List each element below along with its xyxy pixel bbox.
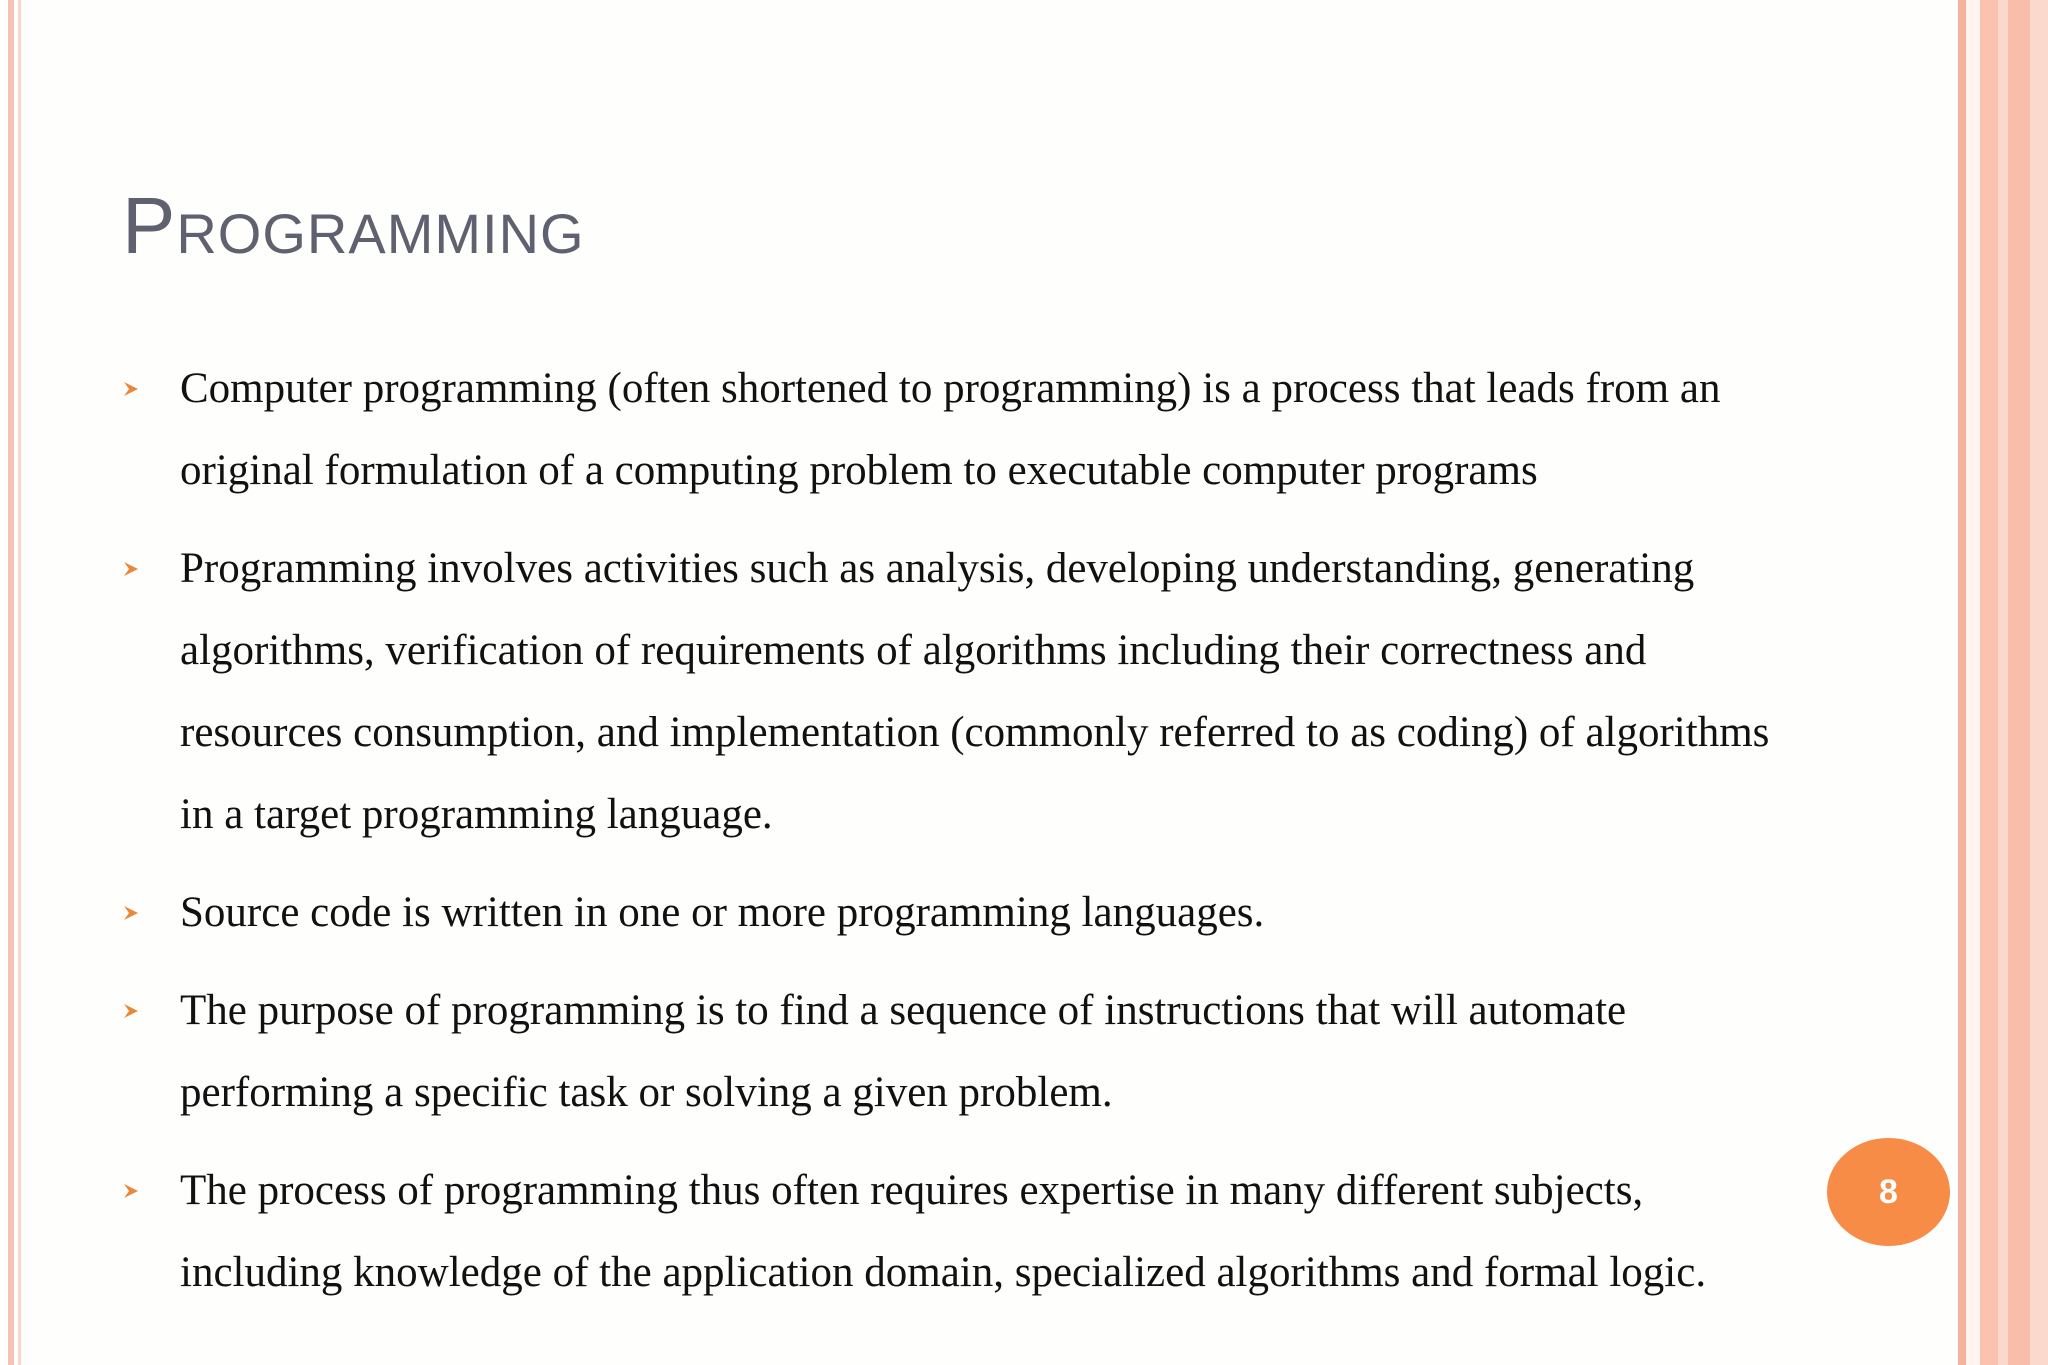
bullet-text: The purpose of programming is to find a sequence of instructions that will automate performing a specific task or solving a given problem. — [180, 987, 1627, 1116]
arrow-bullet-icon — [122, 872, 152, 954]
bullet-text: The process of programming thus often requires expertise in many different subjects, including knowledge of the application domain, specialized algorithms and formal logic. — [180, 1167, 1707, 1296]
slide-title: Programming — [122, 181, 585, 270]
arrow-bullet-icon — [122, 1150, 152, 1232]
right-stripe — [1958, 0, 1966, 1365]
right-decorative-band — [1958, 0, 2048, 1365]
right-stripe — [2008, 0, 2030, 1365]
arrow-bullet-icon — [122, 348, 152, 430]
right-stripe — [2030, 0, 2048, 1365]
bullet-text: Source code is written in one or more programming languages. — [180, 889, 1265, 936]
right-stripe — [1966, 0, 1980, 1365]
arrow-bullet-icon — [122, 528, 152, 610]
bullet-item — [122, 970, 1802, 1134]
left-border-outer — [8, 0, 14, 1365]
bullet-item — [122, 348, 1802, 512]
bullet-text: Programming involves activities such as analysis, developing understanding, generating algorithms, verification of requirements of algorithms including their correctness and resources consumption, and implementation (commonly referred to as coding) of algorithms in a target programming language. — [180, 545, 1770, 838]
right-stripe — [1998, 0, 2008, 1365]
left-border-inner — [18, 0, 21, 1365]
right-stripe — [1980, 0, 1998, 1365]
bullet-text: Computer programming (often shortened to programming) is a process that leads from an original formulation of a computing problem to executable computer programs — [180, 365, 1721, 494]
arrow-bullet-icon — [122, 970, 152, 1052]
bullet-item — [122, 528, 1802, 856]
bullet-item — [122, 872, 1802, 954]
bullet-item — [122, 1150, 1802, 1314]
bullet-list — [122, 348, 1802, 1330]
page-number-badge: 8 — [1827, 1138, 1950, 1246]
